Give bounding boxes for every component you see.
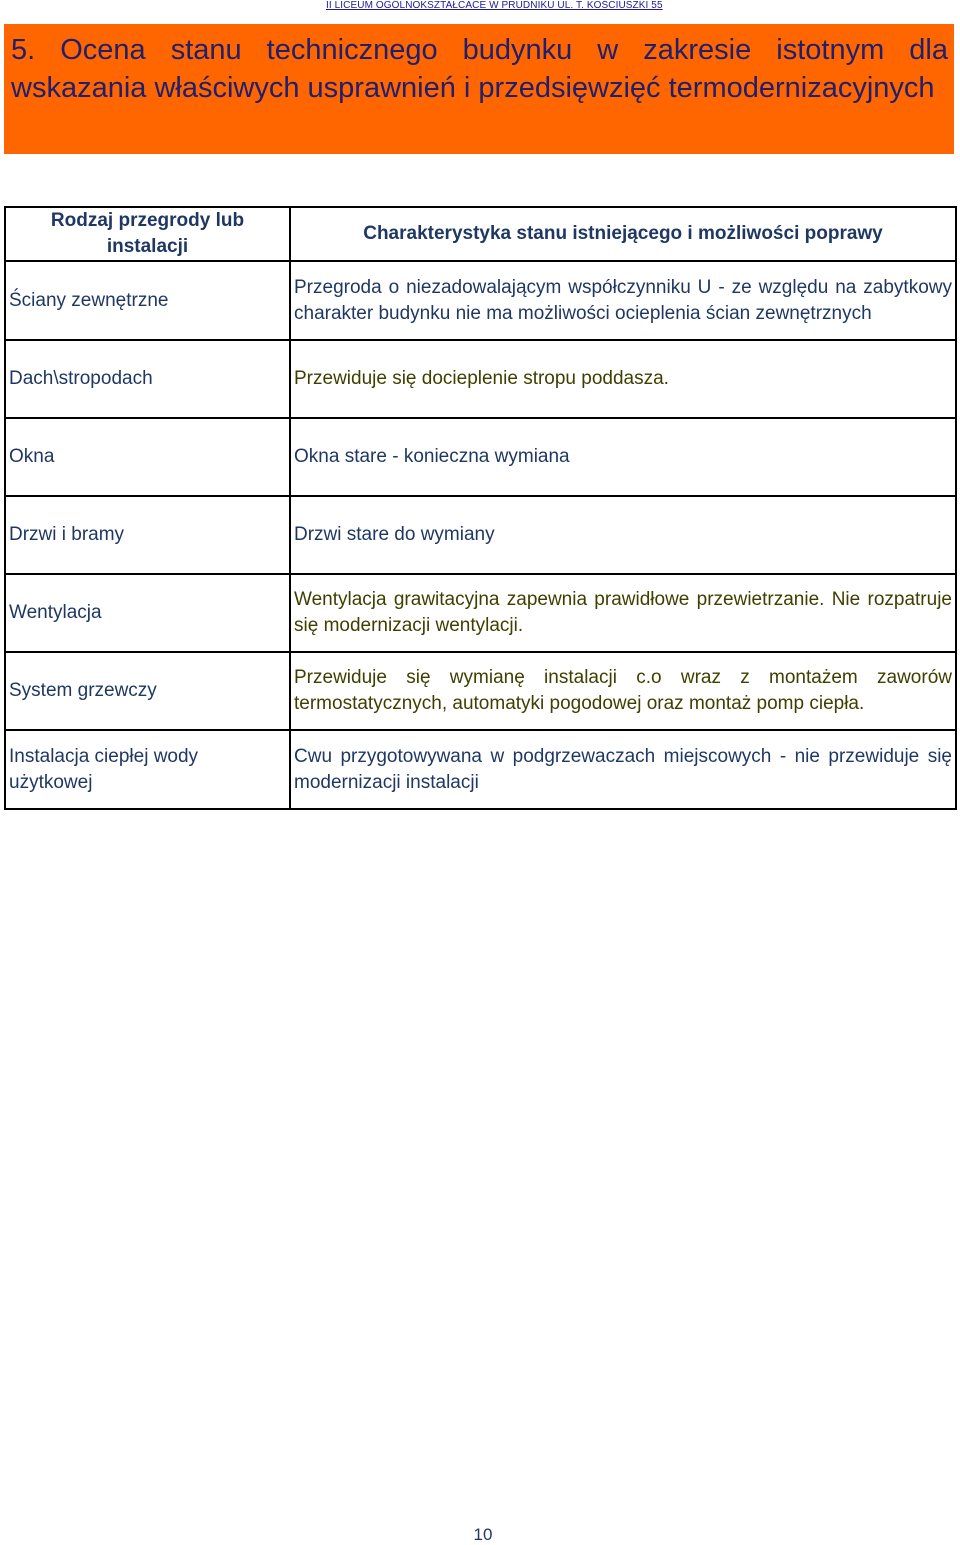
table-header-row <box>5 207 956 261</box>
column-header-category: Rodzaj przegrody lub instalacji <box>5 207 290 261</box>
row-category: Ściany zewnętrzne <box>5 261 290 340</box>
table-row <box>5 574 956 652</box>
table-row <box>5 340 956 418</box>
table-row <box>5 261 956 340</box>
table-row <box>5 496 956 574</box>
row-description: Drzwi stare do wymiany <box>290 496 956 574</box>
row-category: Instalacja ciepłej wody użytkowej <box>5 730 290 809</box>
row-description: Przegroda o niezadowalającym współczynniku U - ze względu na zabytkowy charakter budynku nie ma możliwości ocieplenia ścian zewnętrznych <box>290 261 956 340</box>
running-header: II LICEUM OGÓLNOKSZTAŁCACE W PRUDNIKU UL. T. KOŚCIUSZKI 55 <box>326 0 663 11</box>
assessment-table <box>4 206 957 810</box>
table-row <box>5 730 956 809</box>
page-number: 10 <box>473 1525 493 1544</box>
row-description: Cwu przygotowywana w podgrzewaczach miejscowych - nie przewiduje się modernizacji instalacji <box>290 730 956 809</box>
row-description: Wentylacja grawitacyjna zapewnia prawidłowe przewietrzanie. Nie rozpatruje się modernizacji wentylacji. <box>290 574 956 652</box>
row-description: Przewiduje się docieplenie stropu poddasza. <box>290 340 956 418</box>
row-description: Okna stare - konieczna wymiana <box>290 418 956 496</box>
section-title: 5. Ocena stanu technicznego budynku w zakresie istotnym dla wskazania właściwych usprawnień i przedsięwzięć termodernizacyjnych <box>11 34 948 104</box>
table-row <box>5 652 956 730</box>
row-category: System grzewczy <box>5 652 290 730</box>
row-category: Okna <box>5 418 290 496</box>
row-description: Przewiduje się wymianę instalacji c.o wraz z montażem zaworów termostatycznych, automatyki pogodowej oraz montaż pomp ciepła. <box>290 652 956 730</box>
table-row <box>5 418 956 496</box>
row-category: Wentylacja <box>5 574 290 652</box>
row-category: Dach\stropodach <box>5 340 290 418</box>
column-header-description: Charakterystyka stanu istniejącego i możliwości poprawy <box>290 207 956 261</box>
section-banner <box>4 24 954 154</box>
row-category: Drzwi i bramy <box>5 496 290 574</box>
